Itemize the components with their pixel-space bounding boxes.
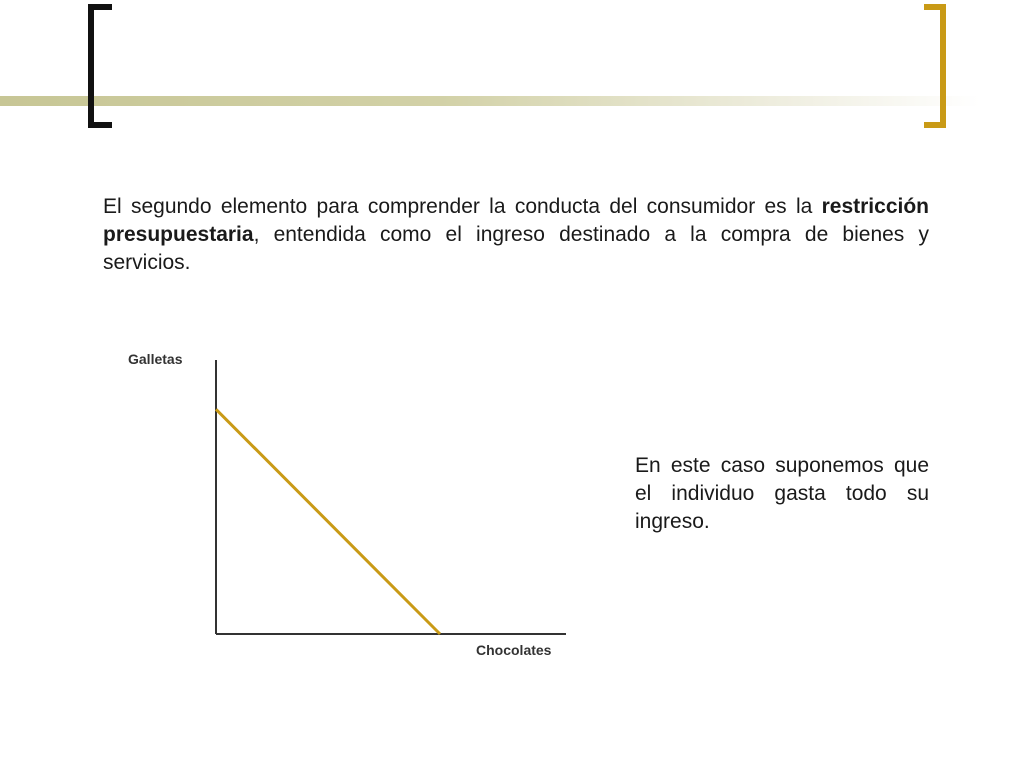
x-axis-label: Chocolates [476, 642, 552, 658]
intro-emphasis: restricción presupuestaria [103, 195, 929, 246]
right-bracket-decoration [924, 4, 946, 128]
intro-text-before: El segundo elemento para comprender la conducta del consumidor es la [103, 195, 822, 218]
side-note: En este caso suponemos que el individuo gasta todo su ingreso. [635, 454, 929, 533]
intro-paragraph [103, 193, 929, 277]
intro-text-after: , entendida como el ingreso destinado a la compra de bienes y servicios. [103, 223, 929, 274]
y-axis-label: Galletas [128, 351, 183, 367]
budget-line [216, 409, 440, 634]
left-bracket-decoration [88, 4, 112, 128]
budget-constraint-chart [110, 340, 580, 670]
header-bar [0, 96, 980, 106]
chart-svg [110, 340, 580, 670]
